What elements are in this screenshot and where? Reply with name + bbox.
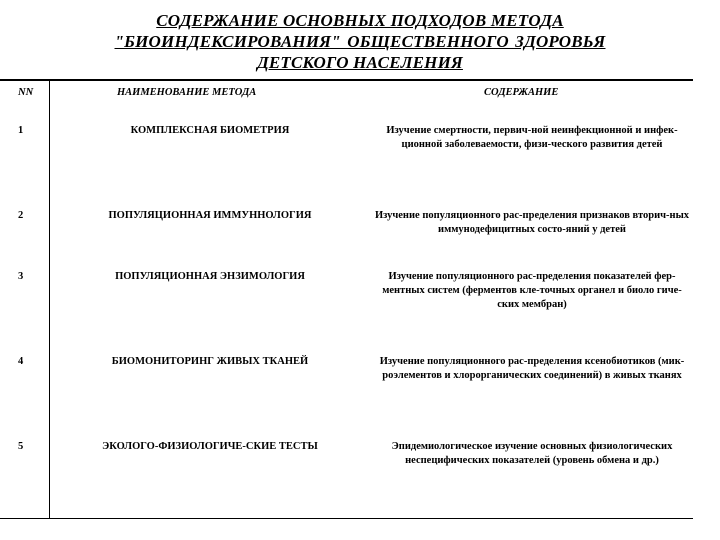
page-title (40, 10, 680, 73)
table-bottom-rule (0, 518, 693, 519)
column-divider (49, 80, 50, 519)
title-line-1: СОДЕРЖАНИЕ ОСНОВНЫХ ПОДХОДОВ МЕТОДА (156, 11, 564, 30)
title-line-3: ДЕТСКОГО НАСЕЛЕНИЯ (257, 53, 463, 72)
row-content: Изучение популяционного рас-пределения ксенобиотиков (мик-роэлементов и хлорорганических соединений) в живых тканях (379, 356, 685, 381)
header-nn: NN (18, 87, 34, 98)
row-number: 4 (18, 356, 24, 367)
table-top-rule (0, 79, 693, 81)
row-content: Эпидемиологическое изучение основных физиологических неспецифических показателей (уровень обмена и др.) (391, 441, 673, 466)
row-number: 2 (18, 210, 24, 221)
row-content: Изучение популяционного рас-пределения признаков вторич-ных иммунодефицитных состо-яний у детей (374, 210, 690, 235)
row-number: 3 (18, 271, 24, 282)
row-method: БИОМОНИТОРИНГ ЖИВЫХ ТКАНЕЙ (111, 356, 309, 367)
row-method: ПОПУЛЯЦИОННАЯ ЭНЗИМОЛОГИЯ (115, 271, 305, 282)
row-content: Изучение популяционного рас-пределения показателей фер-ментных систем (ферментов кле-точных органел и биоло гиче-ских мембран) (382, 271, 682, 310)
row-method: ЭКОЛОГО-ФИЗИОЛОГИЧЕ-СКИЕ ТЕСТЫ (102, 441, 318, 452)
row-number: 1 (18, 125, 24, 136)
row-content: Изучение смертности, первич-ной неинфекционной и инфек-ционной заболеваемости, физи-ческого развития детей (386, 125, 678, 150)
title-line-2: "БИОИНДЕКСИРОВАНИЯ" ОБЩЕСТВЕННОГО ЗДОРОВЬЯ (114, 32, 606, 51)
row-method: КОМПЛЕКСНАЯ БИОМЕТРИЯ (130, 125, 290, 136)
row-method: ПОПУЛЯЦИОННАЯ ИММУННОЛОГИЯ (108, 210, 312, 221)
header-method: НАИМЕНОВАНИЕ МЕТОДА (117, 87, 257, 98)
row-number: 5 (18, 441, 24, 452)
header-content: СОДЕРЖАНИЕ (484, 87, 559, 98)
